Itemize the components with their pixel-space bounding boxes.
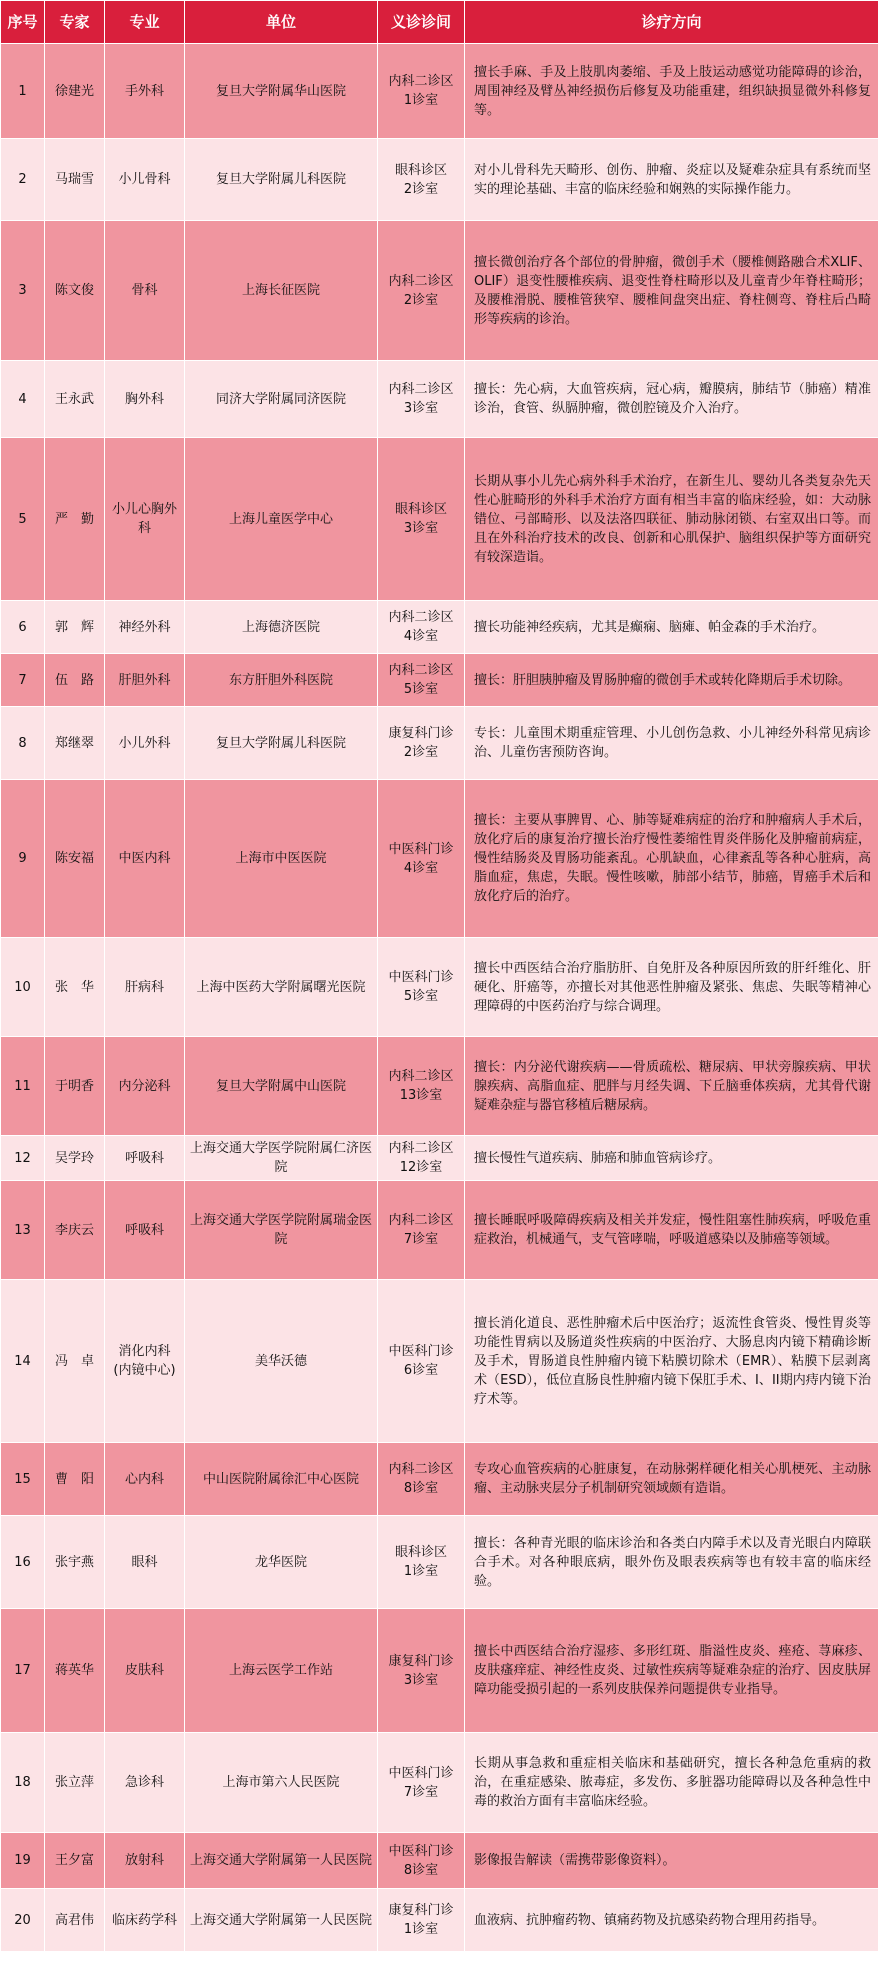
cell-no: 20 (1, 1889, 45, 1952)
cell-dept: 小儿心胸外科 (105, 438, 185, 601)
cell-room: 内科二诊区 5诊室 (378, 654, 465, 707)
cell-direction: 擅长微创治疗各个部位的骨肿瘤，微创手术（腰椎侧路融合术XLIF、OLIF）退变性腰椎疾病、退变性脊柱畸形以及儿童青少年脊柱畸形；及腰椎滑脱、腰椎管狭窄、腰椎间盘突出症、脊柱侧弯、脊柱后凸畸形等疾病的诊治。 (465, 221, 878, 361)
table-row (1, 1181, 878, 1280)
cell-room: 中医科门诊 8诊室 (378, 1833, 465, 1889)
cell-dept: 中医内科 (105, 780, 185, 938)
cell-unit: 龙华医院 (185, 1516, 378, 1609)
cell-no: 13 (1, 1181, 45, 1280)
cell-dept: 肝胆外科 (105, 654, 185, 707)
cell-direction: 擅长睡眠呼吸障碍疾病及相关并发症，慢性阻塞性肺疾病，呼吸危重症救治，机械通气，支气管哮喘，呼吸道感染以及肺癌等领域。 (465, 1181, 878, 1280)
cell-direction: 擅长中西医结合治疗湿疹、多形红斑、脂溢性皮炎、痤疮、荨麻疹、皮肤瘙痒症、神经性皮炎、过敏性疾病等疑难杂症的治疗、因皮肤屏障功能受损引起的一系列皮肤保养问题提供专业指导。 (465, 1609, 878, 1733)
cell-dept: 胸外科 (105, 361, 185, 438)
cell-unit: 上海长征医院 (185, 221, 378, 361)
cell-room: 内科二诊区 13诊室 (378, 1037, 465, 1136)
cell-unit: 上海交通大学医学院附属瑞金医院 (185, 1181, 378, 1280)
cell-expert: 高君伟 (45, 1889, 105, 1952)
table-row (1, 221, 878, 361)
cell-room: 康复科门诊 2诊室 (378, 707, 465, 780)
cell-dept: 小儿骨科 (105, 139, 185, 221)
cell-no: 17 (1, 1609, 45, 1733)
cell-unit: 东方肝胆外科医院 (185, 654, 378, 707)
cell-direction: 擅长功能神经疾病，尤其是癫痫、脑瘫、帕金森的手术治疗。 (465, 601, 878, 654)
cell-dept: 眼科 (105, 1516, 185, 1609)
cell-no: 9 (1, 780, 45, 938)
cell-expert: 王夕富 (45, 1833, 105, 1889)
cell-expert: 郭 辉 (45, 601, 105, 654)
cell-expert: 伍 路 (45, 654, 105, 707)
cell-dept: 肝病科 (105, 938, 185, 1037)
cell-no: 18 (1, 1733, 45, 1833)
cell-direction: 擅长消化道良、恶性肿瘤术后中医治疗；返流性食管炎、慢性胃炎等功能性胃病以及肠道炎性疾病的中医治疗、大肠息肉内镜下精确诊断及手术，胃肠道良性肿瘤内镜下粘膜切除术（EMR）、粘膜下层剥离术（ESD），低位直肠良性肿瘤内镜下保肛手术、I、II期内痔内镜下治疗术等。 (465, 1280, 878, 1443)
cell-expert: 张 华 (45, 938, 105, 1037)
cell-direction: 擅长：内分泌代谢疾病——骨质疏松、糖尿病、甲状旁腺疾病、甲状腺疾病、高脂血症、肥胖与月经失调、下丘脑垂体疾病，尤其骨代谢疑难杂症与器官移植后糖尿病。 (465, 1037, 878, 1136)
table-row (1, 1833, 878, 1889)
cell-direction: 擅长：主要从事脾胃、心、肺等疑难病症的治疗和肿瘤病人手术后，放化疗后的康复治疗擅长治疗慢性萎缩性胃炎伴肠化及肿瘤前病症，慢性结肠炎及胃肠功能紊乱。心肌缺血，心律紊乱等各种心脏病，高脂血症，焦虑，失眠。慢性咳嗽，肺部小结节，肺癌，胃癌手术后和放化疗后的治疗。 (465, 780, 878, 938)
table-row (1, 139, 878, 221)
cell-expert: 严 勤 (45, 438, 105, 601)
cell-direction: 长期从事急救和重症相关临床和基础研究，擅长各种急危重病的救治，在重症感染、脓毒症，多发伤、多脏器功能障碍以及各种急性中毒的救治方面有丰富临床经验。 (465, 1733, 878, 1833)
table-row (1, 780, 878, 938)
header-no: 序号 (1, 1, 45, 44)
cell-expert: 马瑞雪 (45, 139, 105, 221)
cell-dept: 放射科 (105, 1833, 185, 1889)
cell-unit: 上海德济医院 (185, 601, 378, 654)
cell-room: 中医科门诊 6诊室 (378, 1280, 465, 1443)
cell-direction: 专长：儿童围术期重症管理、小儿创伤急救、小儿神经外科常见病诊治、儿童伤害预防咨询。 (465, 707, 878, 780)
table-row (1, 601, 878, 654)
cell-direction: 擅长慢性气道疾病、肺癌和肺血管病诊疗。 (465, 1136, 878, 1181)
cell-expert: 郑继翠 (45, 707, 105, 780)
cell-dept: 临床药学科 (105, 1889, 185, 1952)
cell-unit: 上海市第六人民医院 (185, 1733, 378, 1833)
cell-expert: 于明香 (45, 1037, 105, 1136)
cell-room: 中医科门诊 4诊室 (378, 780, 465, 938)
cell-dept: 急诊科 (105, 1733, 185, 1833)
table-row (1, 1733, 878, 1833)
cell-direction: 长期从事小儿先心病外科手术治疗，在新生儿、婴幼儿各类复杂先天性心脏畸形的外科手术治疗方面有相当丰富的临床经验，如：大动脉错位、弓部畸形、以及法洛四联征、肺动脉闭锁、右室双出口等。而且在外科治疗技术的改良、创新和心肌保护、脑组织保护等方面研究有较深造诣。 (465, 438, 878, 601)
table-row (1, 1136, 878, 1181)
cell-room: 内科二诊区 3诊室 (378, 361, 465, 438)
table-row (1, 1889, 878, 1952)
cell-expert: 李庆云 (45, 1181, 105, 1280)
cell-direction: 擅长中西医结合治疗脂肪肝、自免肝及各种原因所致的肝纤维化、肝硬化、肝癌等，亦擅长对其他恶性肿瘤及紧张、焦虑、失眠等精神心理障碍的中医药治疗与综合调理。 (465, 938, 878, 1037)
cell-no: 3 (1, 221, 45, 361)
table-row (1, 654, 878, 707)
cell-unit: 上海交通大学附属第一人民医院 (185, 1889, 378, 1952)
cell-no: 2 (1, 139, 45, 221)
cell-no: 10 (1, 938, 45, 1037)
cell-unit: 复旦大学附属中山医院 (185, 1037, 378, 1136)
cell-expert: 王永武 (45, 361, 105, 438)
cell-direction: 专攻心血管疾病的心脏康复，在动脉粥样硬化相关心肌梗死、主动脉瘤、主动脉夹层分子机制研究领域颇有造诣。 (465, 1443, 878, 1516)
cell-expert: 吴学玲 (45, 1136, 105, 1181)
table-row (1, 707, 878, 780)
cell-dept: 骨科 (105, 221, 185, 361)
cell-direction: 擅长手麻、手及上肢肌肉萎缩、手及上肢运动感觉功能障碍的诊治，周围神经及臂丛神经损伤后修复及功能重建，组织缺损显微外科修复等。 (465, 44, 878, 139)
cell-room: 内科二诊区 8诊室 (378, 1443, 465, 1516)
cell-dept: 呼吸科 (105, 1136, 185, 1181)
cell-direction: 擅长：各种青光眼的临床诊治和各类白内障手术以及青光眼白内障联合手术。对各种眼底病，眼外伤及眼表疾病等也有较丰富的临床经验。 (465, 1516, 878, 1609)
cell-expert: 曹 阳 (45, 1443, 105, 1516)
cell-no: 7 (1, 654, 45, 707)
cell-dept: 消化内科 (内镜中心) (105, 1280, 185, 1443)
cell-room: 内科二诊区 4诊室 (378, 601, 465, 654)
cell-expert: 徐建光 (45, 44, 105, 139)
cell-no: 1 (1, 44, 45, 139)
cell-dept: 神经外科 (105, 601, 185, 654)
table-row (1, 1609, 878, 1733)
header-dept: 专业 (105, 1, 185, 44)
table-row (1, 1516, 878, 1609)
cell-direction: 对小儿骨科先天畸形、创伤、肿瘤、炎症以及疑难杂症具有系统而坚实的理论基础、丰富的临床经验和娴熟的实际操作能力。 (465, 139, 878, 221)
cell-no: 6 (1, 601, 45, 654)
table-row (1, 438, 878, 601)
cell-room: 中医科门诊 5诊室 (378, 938, 465, 1037)
cell-unit: 上海云医学工作站 (185, 1609, 378, 1733)
cell-no: 16 (1, 1516, 45, 1609)
cell-room: 内科二诊区 2诊室 (378, 221, 465, 361)
cell-room: 眼科诊区 2诊室 (378, 139, 465, 221)
cell-room: 眼科诊区 1诊室 (378, 1516, 465, 1609)
header-direction: 诊疗方向 (465, 1, 878, 44)
cell-dept: 内分泌科 (105, 1037, 185, 1136)
header-expert: 专家 (45, 1, 105, 44)
header-row (1, 1, 878, 44)
table-row (1, 1280, 878, 1443)
cell-no: 19 (1, 1833, 45, 1889)
cell-expert: 陈安福 (45, 780, 105, 938)
cell-expert: 蒋英华 (45, 1609, 105, 1733)
cell-no: 15 (1, 1443, 45, 1516)
cell-unit: 同济大学附属同济医院 (185, 361, 378, 438)
cell-unit: 上海交通大学医学院附属仁济医院 (185, 1136, 378, 1181)
cell-expert: 张宇燕 (45, 1516, 105, 1609)
cell-direction: 血液病、抗肿瘤药物、镇痛药物及抗感染药物合理用药指导。 (465, 1889, 878, 1952)
cell-unit: 上海儿童医学中心 (185, 438, 378, 601)
table-row (1, 938, 878, 1037)
table-row (1, 1037, 878, 1136)
cell-expert: 陈文俊 (45, 221, 105, 361)
cell-direction: 影像报告解读（需携带影像资料）。 (465, 1833, 878, 1889)
cell-room: 内科二诊区 7诊室 (378, 1181, 465, 1280)
table-row (1, 361, 878, 438)
cell-direction: 擅长：先心病，大血管疾病，冠心病，瓣膜病，肺结节（肺癌）精准诊治，食管、纵膈肿瘤，微创腔镜及介入治疗。 (465, 361, 878, 438)
table-row (1, 44, 878, 139)
cell-room: 康复科门诊 1诊室 (378, 1889, 465, 1952)
cell-no: 14 (1, 1280, 45, 1443)
cell-direction: 擅长：肝胆胰肿瘤及胃肠肿瘤的微创手术或转化降期后手术切除。 (465, 654, 878, 707)
cell-room: 内科二诊区 12诊室 (378, 1136, 465, 1181)
cell-no: 12 (1, 1136, 45, 1181)
cell-expert: 冯 卓 (45, 1280, 105, 1443)
cell-dept: 小儿外科 (105, 707, 185, 780)
table-row (1, 1443, 878, 1516)
cell-expert: 张立萍 (45, 1733, 105, 1833)
cell-dept: 皮肤科 (105, 1609, 185, 1733)
cell-room: 内科二诊区 1诊室 (378, 44, 465, 139)
header-room: 义诊诊间 (378, 1, 465, 44)
cell-unit: 上海交通大学附属第一人民医院 (185, 1833, 378, 1889)
cell-dept: 手外科 (105, 44, 185, 139)
cell-unit: 复旦大学附属儿科医院 (185, 139, 378, 221)
cell-unit: 复旦大学附属儿科医院 (185, 707, 378, 780)
cell-no: 4 (1, 361, 45, 438)
cell-room: 眼科诊区 3诊室 (378, 438, 465, 601)
header-unit: 单位 (185, 1, 378, 44)
cell-no: 11 (1, 1037, 45, 1136)
cell-room: 康复科门诊 3诊室 (378, 1609, 465, 1733)
cell-unit: 上海中医药大学附属曙光医院 (185, 938, 378, 1037)
cell-unit: 中山医院附属徐汇中心医院 (185, 1443, 378, 1516)
cell-dept: 心内科 (105, 1443, 185, 1516)
cell-no: 5 (1, 438, 45, 601)
cell-dept: 呼吸科 (105, 1181, 185, 1280)
cell-no: 8 (1, 707, 45, 780)
cell-room: 中医科门诊 7诊室 (378, 1733, 465, 1833)
cell-unit: 复旦大学附属华山医院 (185, 44, 378, 139)
cell-unit: 美华沃德 (185, 1280, 378, 1443)
cell-unit: 上海市中医医院 (185, 780, 378, 938)
